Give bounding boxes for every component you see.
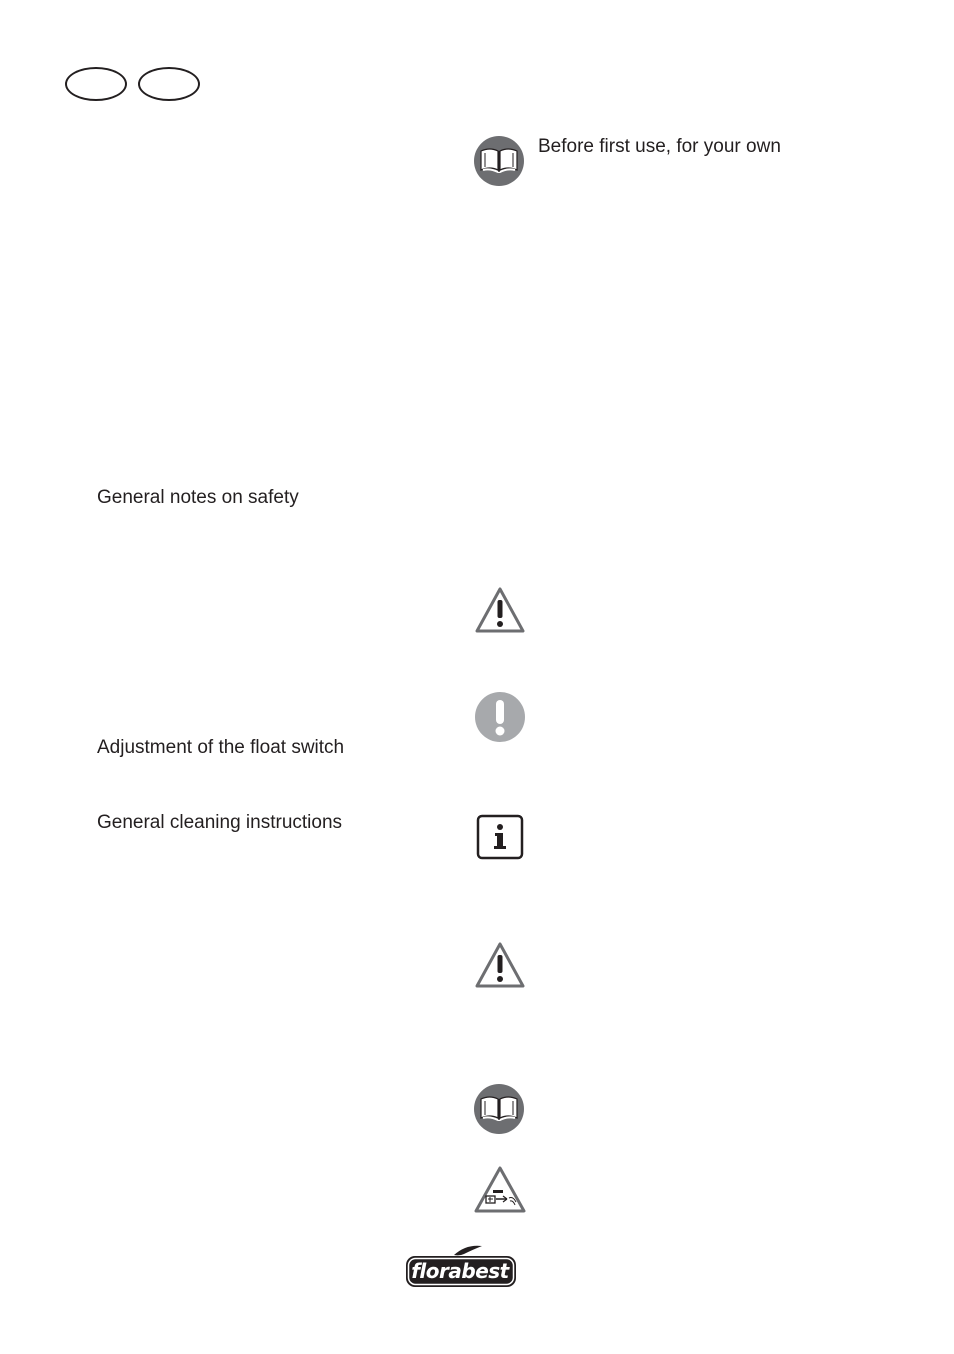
- info-icon: [475, 813, 525, 861]
- language-oval-1: [65, 67, 127, 101]
- heading-adjustment-float-switch: Adjustment of the float switch: [97, 737, 345, 758]
- brand-name: florabest: [411, 1259, 509, 1283]
- book-icon: [473, 1083, 525, 1135]
- exclamation-circle-icon: [474, 691, 526, 743]
- book-icon: [473, 135, 525, 187]
- heading-general-cleaning-instructions: General cleaning instructions: [97, 812, 343, 833]
- heading-general-notes-on-safety: General notes on safety: [97, 487, 299, 508]
- text-before-first-use: Before first use, for your own: [538, 136, 781, 157]
- warning-triangle-icon: [474, 586, 526, 634]
- language-oval-2: [138, 67, 200, 101]
- florabest-logo: [404, 1244, 518, 1290]
- warning-triangle-icon: [474, 941, 526, 989]
- water-spray-warning-icon: [473, 1165, 527, 1215]
